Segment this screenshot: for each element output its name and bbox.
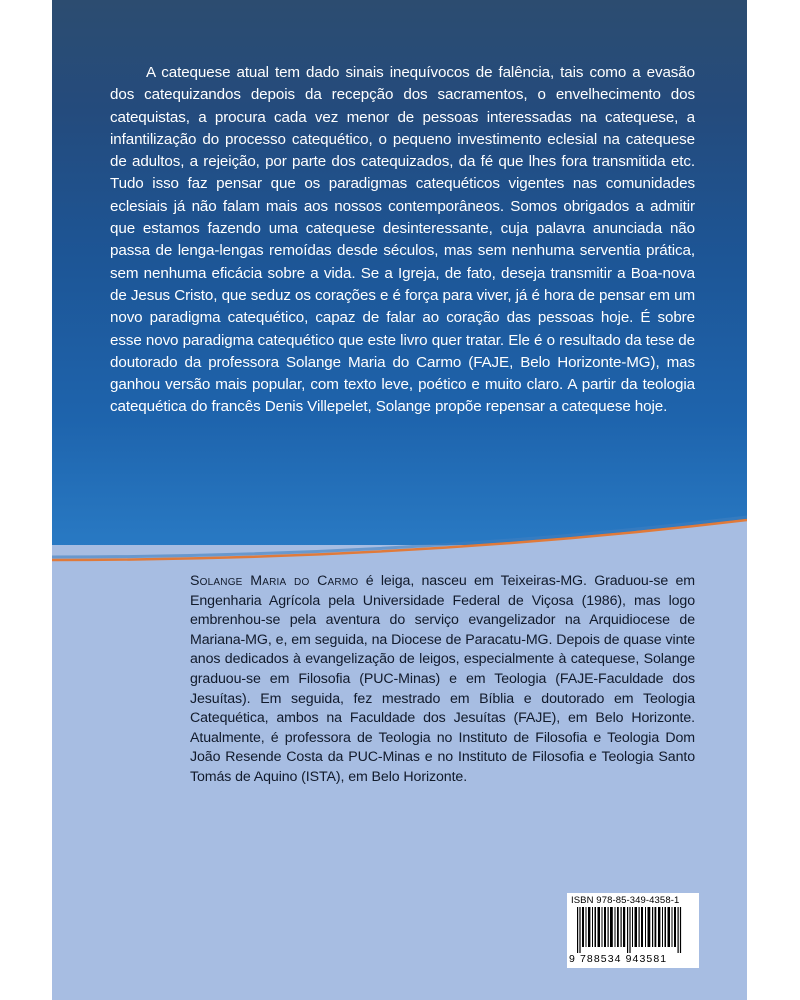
author-bio-paragraph xyxy=(190,572,695,788)
book-back-cover xyxy=(52,0,747,1000)
isbn-barcode xyxy=(567,893,699,968)
author-bio-text: é leiga, nasceu em Teixeiras-MG. Graduou-se em Engenharia Agrícola pela Universidade Federal de Viçosa (1986), mas logo embrenhou-se pela aventura do serviço evangelizador na Arquidiocese de Mariana-MG, e, em seguida, na Diocese de Paracatu-MG. Depois de quase vinte anos dedicados à evangelização de leigos, especialmente à catequese, Solange graduou-se em Filosofia (PUC-Minas) e em Teologia (FAJE-Faculdade dos Jesuítas). Em seguida, fez mestrado em Bíblia e doutorado em Teologia Catequética, ambos na Faculdade dos Jesuítas (FAJE), em Belo Horizonte. Atualmente, é professora de Teologia no Instituto de Filosofia e Teologia Dom João Resende Costa da PUC-Minas e no Instituto de Filosofia e Teologia Santo Tomás de Aquino (ISTA), em Belo Horizonte. xyxy=(190,573,695,785)
isbn-label: ISBN 978-85-349-4358-1 xyxy=(571,895,680,906)
author-name: Solange Maria do Carmo xyxy=(190,573,359,589)
barcode-icon xyxy=(571,907,695,953)
barcode-number: 9 788534 943581 xyxy=(569,953,668,965)
blurb-paragraph: A catequese atual tem dado sinais inequívocos de falência, tais como a evasão dos catequizandos depois da recepção dos sacramentos, o envelhecimento dos catequistas, a procura cada vez menor de pessoas interessadas na catequese, a infantilização do processo catequético, o pequeno investimento eclesial na catequese de adultos, a rejeição, por parte dos catequizados, da fé que lhes fora transmitida etc. Tudo isso faz pensar que os paradigmas catequéticos vigentes nas comunidades eclesiais já não falam mais aos nossos contemporâneos. Somos obrigados a admitir que estamos fazendo uma catequese desinteressante, cuja palavra anunciada não passa de lenga-lengas remoídas desde séculos, mas sem nenhuma serventia prática, sem nenhuma eficácia sobre a vida. Se a Igreja, de fato, deseja transmitir a Boa-nova de Jesus Cristo, que seduz os corações e é força para viver, já é hora de pensar em um novo paradigma catequético, capaz de falar ao coração das pessoas hoje. É sobre esse novo paradigma catequético que este livro quer tratar. Ele é o resultado da tese de doutorado da professora Solange Maria do Carmo (FAJE, Belo Horizonte-MG), mas ganhou versão mais popular, com texto leve, poético e muito claro. A partir da teologia catequética do francês Denis Villepelet, Solange propõe repensar a catequese hoje. xyxy=(110,64,695,416)
